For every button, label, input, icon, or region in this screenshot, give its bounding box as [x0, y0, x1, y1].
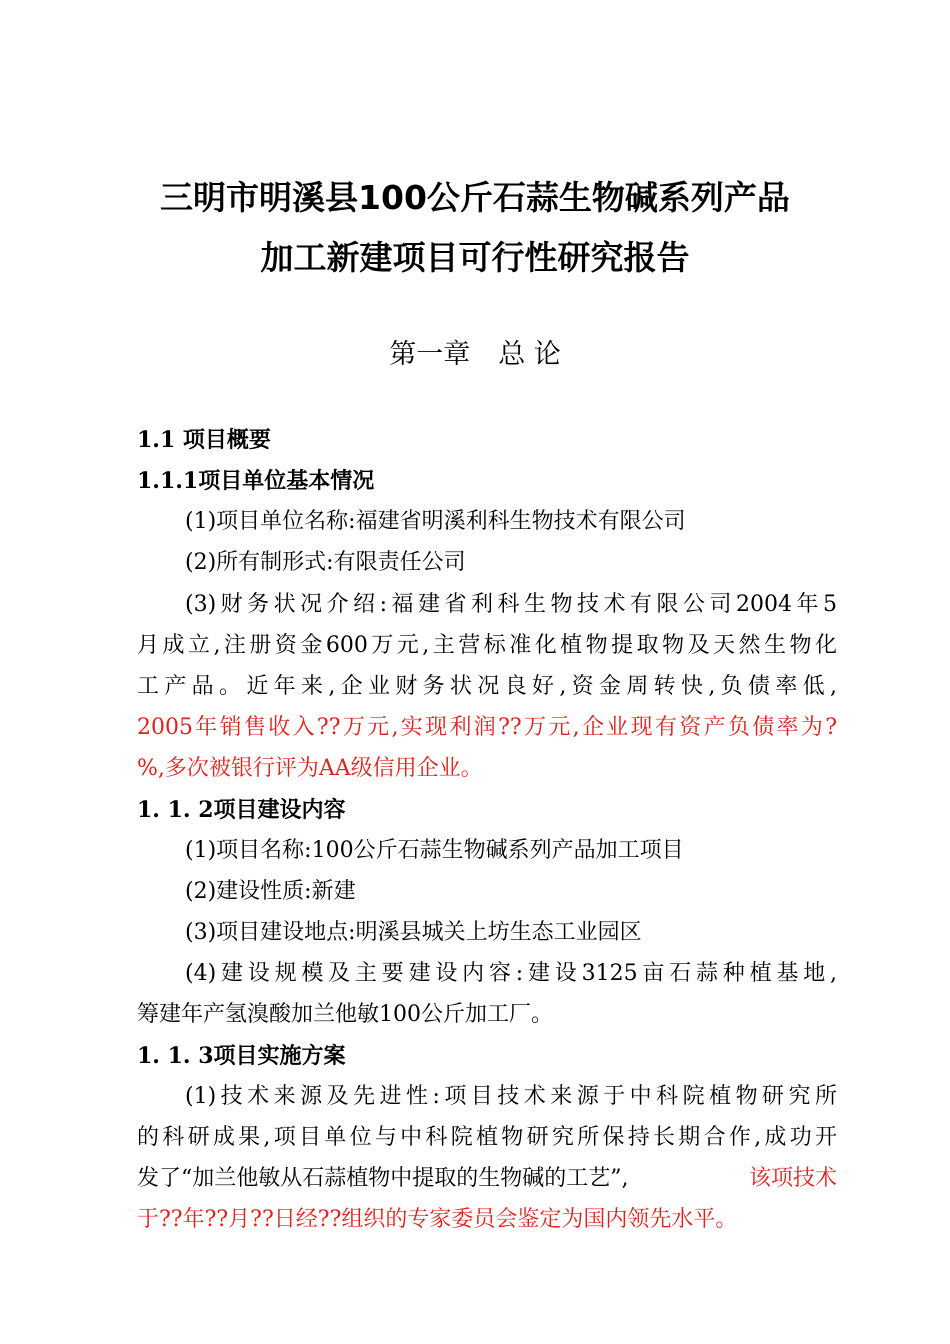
paragraph-tech-line-3-text: 发了“加兰他敏从石蒜植物中提取的生物碱的工艺”, — [137, 1166, 629, 1191]
paragraph-tech-line-1: (1)技术来源及先进性:项目技术来源于中科院植物研究所 — [185, 1084, 837, 1109]
paragraph-scale-line-2: 筹建年产氢溴酸加兰他敏100公斤加工厂。 — [137, 1002, 553, 1027]
paragraph-finance-line-2: 月成立,注册资金600万元,主营标准化植物提取物及天然生物化 — [137, 633, 837, 658]
section-heading-1-1-1: 1.1.1项目单位基本情况 — [137, 468, 375, 494]
paragraph-finance-highlight-line-1: 2005年销售收入??万元,实现利润??万元,企业现有资产负债率为? — [137, 715, 837, 740]
chapter-name: 总 论 — [498, 339, 561, 370]
paragraph-tech-line-3-highlight: 该项技术 — [748, 1166, 837, 1191]
paragraph-finance-line-1: (3)财务状况介绍:福建省利科生物技术有限公司2004年5 — [185, 592, 837, 617]
chapter-heading — [0, 338, 950, 372]
paragraph-project-name: (1)项目名称:100公斤石蒜生物碱系列产品加工项目 — [185, 838, 684, 863]
paragraph-scale-line-1: (4)建设规模及主要建设内容:建设3125亩石蒜种植基地, — [185, 961, 837, 986]
section-heading-1-1: 1.1 项目概要 — [137, 427, 271, 453]
paragraph-finance-line-3: 工产品。近年来,企业财务状况良好,资金周转快,负债率低, — [137, 674, 837, 699]
paragraph-tech-line-2: 的科研成果,项目单位与中科院植物研究所保持长期合作,成功开 — [137, 1125, 837, 1150]
paragraph-unit-name: (1)项目单位名称:福建省明溪利科生物技术有限公司 — [185, 509, 686, 534]
paragraph-construction-nature: (2)建设性质:新建 — [185, 879, 356, 904]
paragraph-tech-line-3 — [137, 1164, 837, 1194]
document-title-line-2: 加工新建项目可行性研究报告 — [260, 238, 690, 277]
section-heading-1-1-2: 1. 1. 2项目建设内容 — [137, 797, 346, 823]
chapter-number: 第一章 — [389, 339, 471, 370]
document-title-line-1: 三明市明溪县100公斤石蒜生物碱系列产品 — [160, 178, 790, 217]
paragraph-ownership: (2)所有制形式:有限责任公司 — [185, 550, 466, 575]
paragraph-construction-site: (3)项目建设地点:明溪县城关上坊生态工业园区 — [185, 920, 642, 945]
paragraph-finance-highlight-line-2: %,多次被银行评为AA级信用企业。 — [137, 756, 483, 781]
paragraph-tech-highlight-line-4: 于??年??月??日经??组织的专家委员会鉴定为国内领先水平。 — [137, 1207, 738, 1232]
section-heading-1-1-3: 1. 1. 3项目实施方案 — [137, 1043, 346, 1069]
